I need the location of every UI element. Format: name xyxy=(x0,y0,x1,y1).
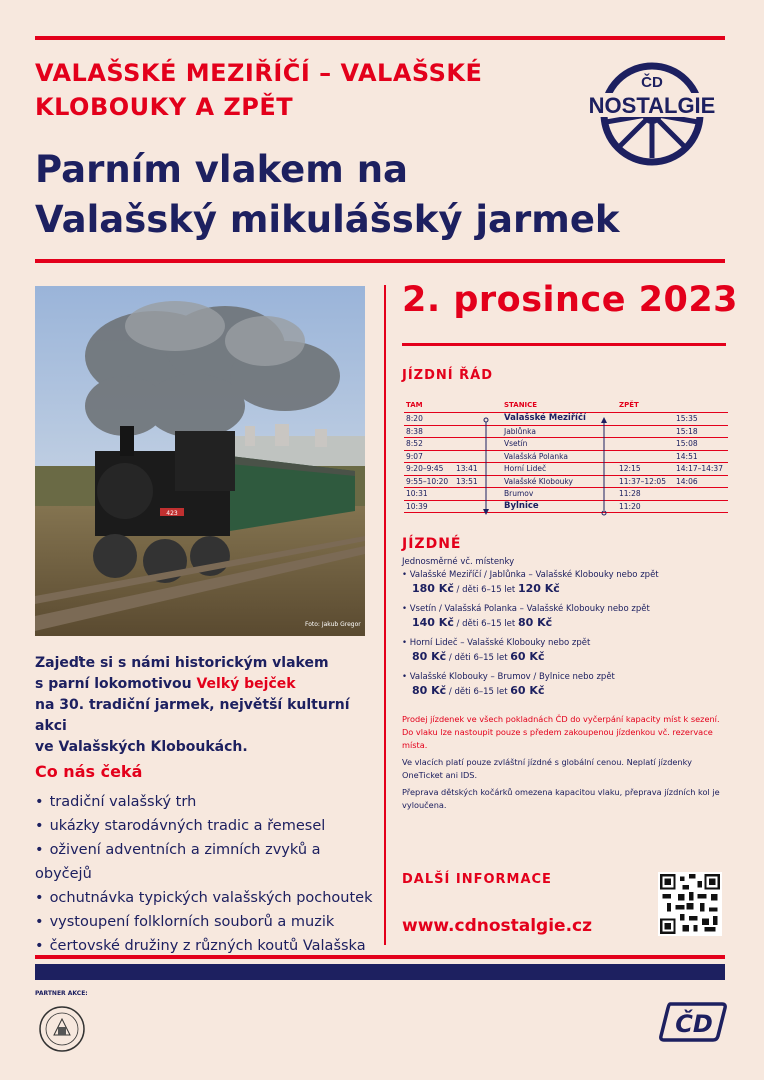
intro-line-2 xyxy=(35,674,380,695)
fares-list xyxy=(402,556,732,705)
timetable-cell-z1: 11:37–12:05 xyxy=(619,476,666,486)
expect-item: • vystoupení folklorních souborů a muzik xyxy=(35,910,380,934)
timetable-cell-tam2: 13:51 xyxy=(456,476,478,486)
fare-item xyxy=(402,637,732,665)
timetable-cell-z1 xyxy=(619,426,676,438)
col-tam: TAM xyxy=(406,401,423,409)
fare-sep: / děti 6–15 let xyxy=(453,585,518,595)
timetable-heading: JÍZDNÍ ŘÁD xyxy=(402,368,493,383)
timetable-cell-station: Horní Lideč xyxy=(504,464,547,473)
fare-route: • Valašské Meziříčí / Jablůnka – Valašské Klobouky nebo zpět xyxy=(402,570,659,580)
logo-cd-text: ČD xyxy=(641,74,663,91)
timetable-cell-tam2 xyxy=(456,413,502,425)
fare-route: • Horní Lideč – Valašské Klobouky nebo zpět xyxy=(402,638,591,648)
fare-sep: / děti 6–15 let xyxy=(453,619,518,629)
partner-seal-logo xyxy=(38,1005,86,1053)
main-title xyxy=(35,145,735,245)
timetable-cell-z2 xyxy=(676,488,726,500)
timetable-cell-station: Vsetín xyxy=(504,439,528,448)
timetable-cell-tam1: 9:07 xyxy=(406,451,423,461)
timetable-cell-z1: 11:28 xyxy=(619,489,641,498)
intro-line-4: ve Valašských Kloboukách. xyxy=(35,739,248,755)
qr-code[interactable] xyxy=(658,872,722,936)
timetable-cell-z1: 11:20 xyxy=(619,501,641,511)
timetable-cell-tam1: 10:31 xyxy=(406,489,428,498)
fare-item xyxy=(402,569,732,597)
timetable-cell-z2: 14:06 xyxy=(676,476,698,486)
expect-item: • oživení adventních a zimních zvyků a obyčejů xyxy=(35,838,380,886)
fare-route: • Vsetín / Valašská Polanka – Valašské Klobouky nebo zpět xyxy=(402,604,650,614)
timetable-cell-station: Bylnice xyxy=(504,500,539,511)
timetable-row xyxy=(404,438,728,451)
timetable-cell-tam2: 13:41 xyxy=(456,464,478,473)
fare-adult: 180 Kč xyxy=(412,582,454,595)
route-line-2: KLOBOUKY A ZPĚT xyxy=(35,93,294,121)
col-zpet: ZPĚT xyxy=(619,401,639,409)
footer-rule-red xyxy=(35,955,725,959)
header-rule xyxy=(35,259,725,263)
fare-route: • Valašské Klobouky – Brumov / Bylnice nebo zpět xyxy=(402,672,615,682)
timetable-cell-station: Valašská Polanka xyxy=(504,451,568,461)
timetable-row xyxy=(404,501,728,514)
expect-list xyxy=(35,790,380,958)
partner-label: PARTNER AKCE: xyxy=(35,990,88,997)
intro-text xyxy=(35,653,380,758)
loco-number: 423 xyxy=(166,510,178,517)
timetable-cell-z2: 14:51 xyxy=(676,451,698,461)
fare-child: 120 Kč xyxy=(517,582,560,595)
expect-item: • ochutnávka typických valašských pochoutek xyxy=(35,886,380,910)
timetable-row xyxy=(404,413,728,426)
timetable-cell-tam2 xyxy=(456,488,502,500)
note-strollers-bikes: Přeprava dětských kočárků omezena kapacitou vlaku, přeprava jízdních kol je vyloučena. xyxy=(402,787,720,810)
loco-name: Velký bejček xyxy=(196,676,296,692)
timetable xyxy=(404,401,728,513)
expect-item: • tradiční valašský trh xyxy=(35,790,380,814)
timetable-cell-station: Jablůnka xyxy=(504,426,536,436)
timetable-cell-station: Brumov xyxy=(504,489,534,498)
timetable-row xyxy=(404,463,728,476)
timetable-cell-tam1: 9:20–9:45 xyxy=(406,464,444,473)
intro-line-3: na 30. tradiční jarmek, největší kulturní akci xyxy=(35,697,350,734)
timetable-cell-tam2 xyxy=(456,426,502,438)
direction-arrow-up xyxy=(600,417,608,517)
fare-child: 60 Kč xyxy=(510,650,545,663)
top-rule xyxy=(35,36,725,40)
fare-sep: / děti 6–15 let xyxy=(446,687,511,697)
timetable-cell-tam1: 8:38 xyxy=(406,426,423,436)
timetable-header xyxy=(404,401,728,413)
timetable-cell-z2: 15:18 xyxy=(676,426,698,436)
expect-heading: Co nás čeká xyxy=(35,762,143,781)
fare-child: 80 Kč xyxy=(517,616,553,629)
timetable-row xyxy=(404,488,728,501)
logo-nostalgie-text: NOSTALGIE xyxy=(588,93,716,118)
timetable-body xyxy=(404,413,728,513)
fare-item xyxy=(402,603,732,631)
timetable-cell-tam1: 8:20 xyxy=(406,414,423,423)
timetable-cell-station: Valašské Klobouky xyxy=(504,476,573,486)
timetable-cell-tam1: 8:52 xyxy=(406,439,423,448)
timetable-cell-z1 xyxy=(619,413,676,425)
timetable-cell-tam2 xyxy=(456,438,502,450)
timetable-cell-tam1: 10:39 xyxy=(406,501,428,511)
title-line-2: Valašský mikulášský jarmek xyxy=(35,198,620,241)
timetable-cell-z2: 15:35 xyxy=(676,414,698,423)
col-stanice: STANICE xyxy=(504,401,538,409)
footer-bar-navy xyxy=(35,964,725,980)
notes xyxy=(402,713,732,812)
event-date: 2. prosince 2023 xyxy=(402,280,739,320)
fares-intro: Jednosměrné vč. místenky xyxy=(402,557,515,567)
cd-logo-text: ČD xyxy=(675,1010,713,1038)
fare-adult: 80 Kč xyxy=(412,684,447,697)
timetable-cell-z2 xyxy=(676,501,726,513)
intro-line-2a: s parní lokomotivou xyxy=(35,676,197,692)
expect-item: • čertovské družiny z různých koutů Valašska xyxy=(35,934,380,958)
intro-line-1: Zajeďte si s námi historickým vlakem xyxy=(35,655,329,671)
timetable-cell-z1 xyxy=(619,438,676,450)
route-line-1: VALAŠSKÉ MEZIŘÍČÍ – VALAŠSKÉ xyxy=(35,59,483,87)
timetable-cell-z1 xyxy=(619,451,676,463)
timetable-cell-station: Valašské Meziříčí xyxy=(504,413,586,423)
more-info-heading: DALŠÍ INFORMACE xyxy=(402,872,552,887)
fare-child: 60 Kč xyxy=(510,684,545,697)
fare-item xyxy=(402,671,732,699)
timetable-cell-z2: 15:08 xyxy=(676,439,698,448)
timetable-cell-z1: 12:15 xyxy=(619,464,641,473)
title-line-1: Parním vlakem na xyxy=(35,148,409,191)
cd-logo xyxy=(660,1000,728,1044)
expect-item: • ukázky starodávných tradic a řemesel xyxy=(35,814,380,838)
steam-train-photo xyxy=(35,286,365,636)
fare-adult: 80 Kč xyxy=(412,650,447,663)
fare-adult: 140 Kč xyxy=(412,616,454,629)
note-sale: Prodej jízdenek ve všech pokladnách ČD do vyčerpání kapacity míst k sezení. Do vlaku lze nastoupit pouze s předem zakoupenou jízdenkou vč. rezervace místa. xyxy=(402,714,720,750)
route-title xyxy=(35,56,555,124)
fares-heading: JÍZDNÉ xyxy=(402,536,462,552)
timetable-cell-tam2 xyxy=(456,451,502,463)
timetable-row xyxy=(404,426,728,439)
date-rule xyxy=(402,343,726,346)
timetable-row xyxy=(404,476,728,489)
note-fare-validity: Ve vlacích platí pouze zvláštní jízdné s globální cenou. Neplatí jízdenky OneTicket ani IDS. xyxy=(402,757,692,780)
fare-sep: / děti 6–15 let xyxy=(446,653,511,663)
timetable-row xyxy=(404,451,728,464)
timetable-cell-z2: 14:17–14:37 xyxy=(676,464,723,473)
photo-credit: Foto: Jakub Gregor xyxy=(305,621,361,628)
timetable-cell-tam1: 9:55–10:20 xyxy=(406,476,449,486)
direction-arrow-down xyxy=(482,417,490,517)
website-link[interactable]: www.cdnostalgie.cz xyxy=(402,916,593,936)
column-divider xyxy=(384,285,386,945)
timetable-cell-tam2 xyxy=(456,501,502,513)
